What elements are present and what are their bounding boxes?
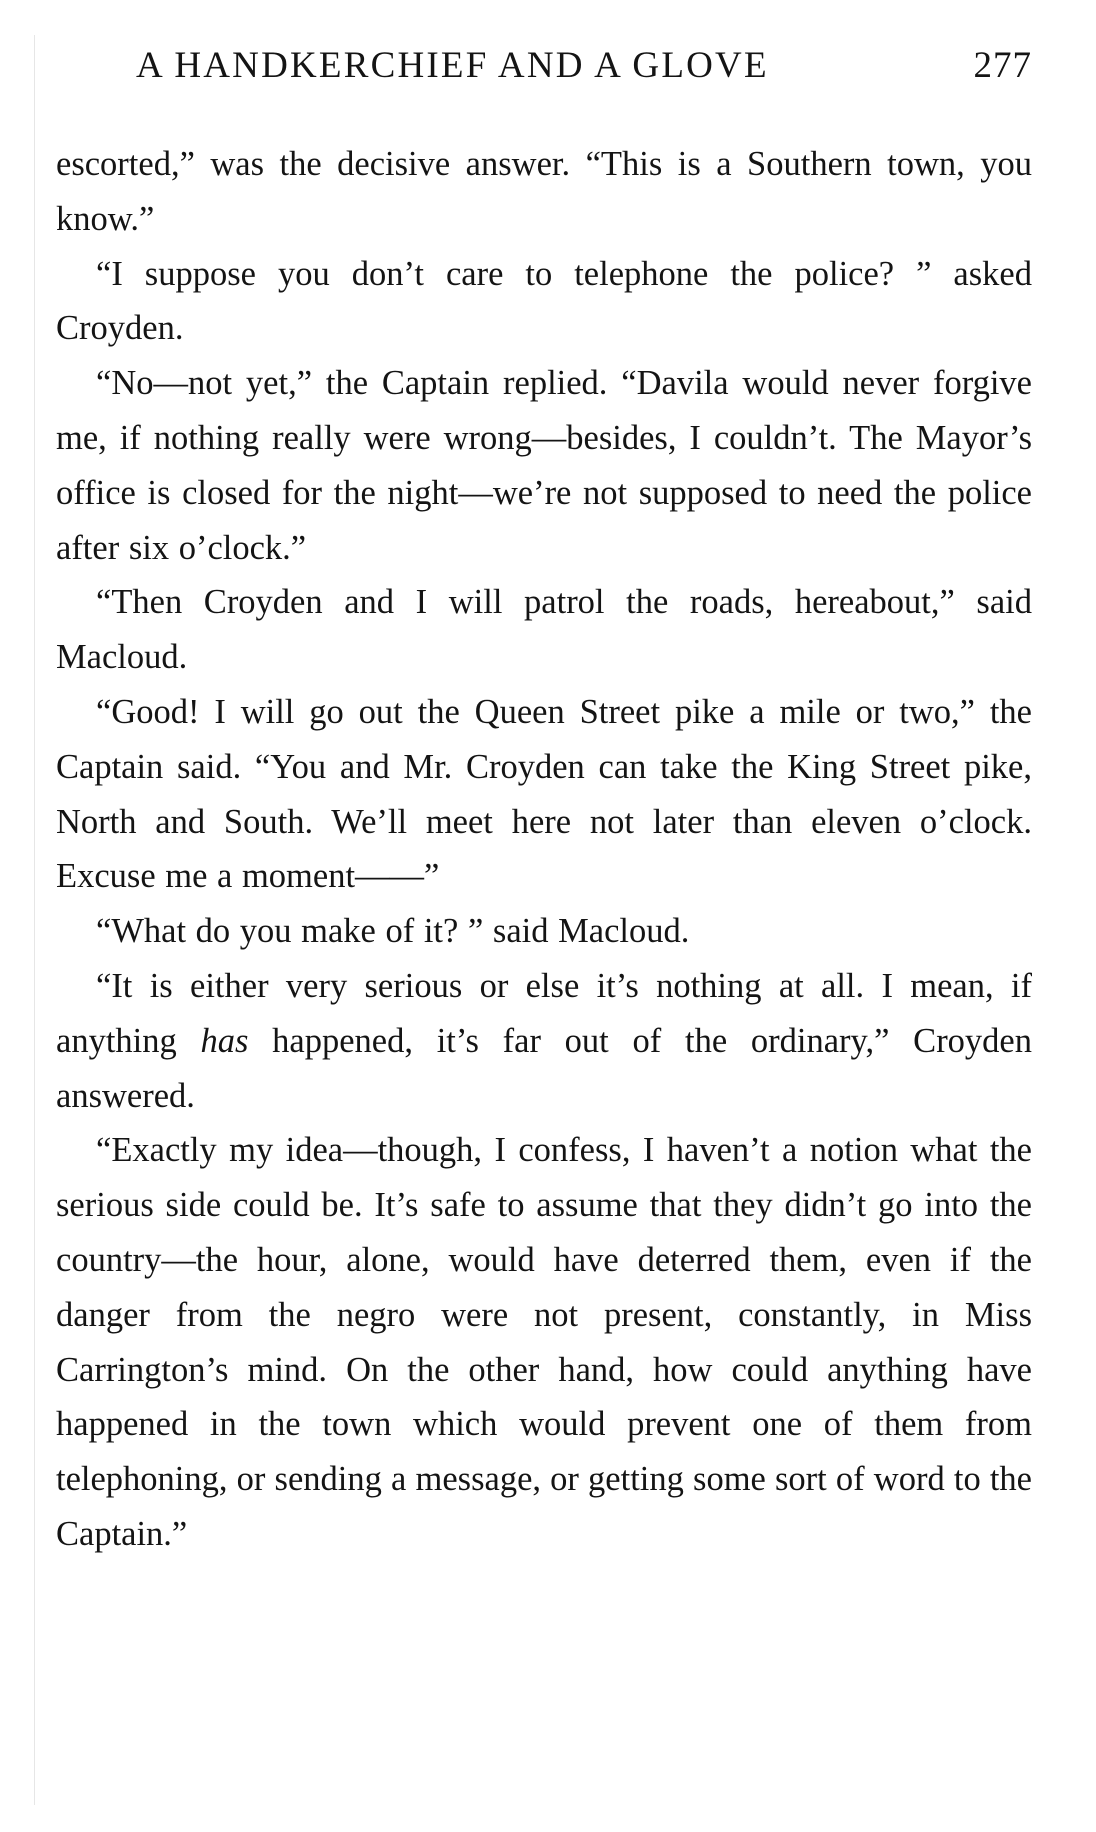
paragraph-6: “What do you make of it? ” said Macloud. (96, 912, 690, 951)
paragraph-1: escorted,” was the decisive answer. “This is a Southern town, you know.” (56, 145, 1032, 238)
paragraph-2: “I suppose you don’t care to telephone the police? ” asked Croyden. (56, 254, 1032, 348)
running-title: A HANDKERCHIEF AND A GLOVE (136, 45, 769, 86)
paragraph-7-end: happened, it’s far out of the ordinary,” Croyden answered. (56, 1021, 1032, 1115)
page-edge-line (34, 35, 35, 1805)
paragraph-8: “Exactly my idea—though, I confess, I haven’t a notion what the serious side could be. It’s safe to assume that they didn’t go into the country—the hour, alone, would have deterred them, even if the danger from the negro were not present, constantly, in Miss Carrington’s mind. On the other hand, how could anything have happened in the town which would prevent one of them from telephoning, or sending a message, or getting some sort of word to the Captain.” (56, 1131, 1032, 1553)
paragraph-4: “Then Croyden and I will patrol the roads, hereabout,” said Macloud. (56, 583, 1032, 677)
body-text (56, 137, 1032, 1562)
running-header (136, 44, 1032, 88)
paragraph-3: “No—not yet,” the Captain replied. “Davila would never forgive me, if nothing really were wrong—besides, I couldn’t. The Mayor’s office is closed for the night—we’re not supposed to need the police after six o’clock.” (56, 364, 1032, 567)
paragraph-7 (56, 959, 1032, 1123)
paragraph-7-start: “It is either very serious or else it’s nothing at all. I mean, if anything (56, 966, 1032, 1060)
page-number: 277 (973, 45, 1032, 86)
paragraph-5: “Good! I will go out the Queen Street pike a mile or two,” the Captain said. “You and Mr. Croyden can take the King Street pike, North and South. We’ll meet here not later than eleven o’clock. Excuse me a moment——” (56, 692, 1032, 896)
emphasis-has: has (200, 1021, 249, 1060)
